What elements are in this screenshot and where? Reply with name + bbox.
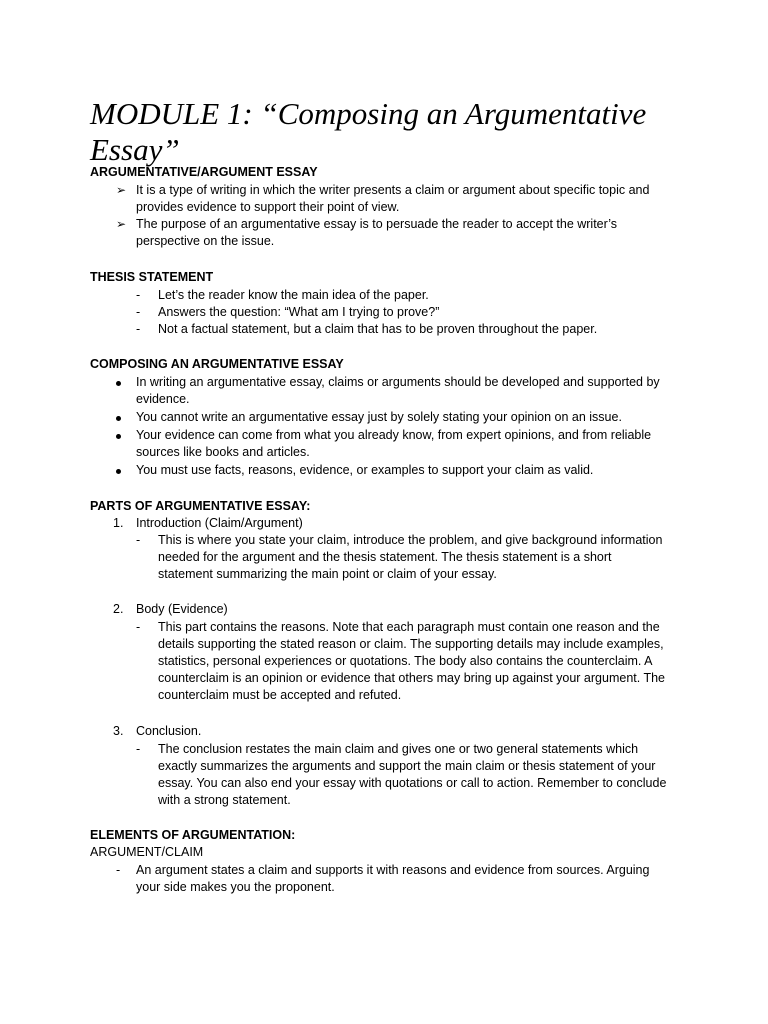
part-number: 1. xyxy=(113,516,124,530)
paragraph-line: This is where you state your claim, introduce the problem, and give background information xyxy=(158,533,663,547)
subheading-argument-claim: ARGUMENT/CLAIM xyxy=(90,845,204,859)
bullet-icon xyxy=(116,409,121,426)
paragraph-line: An argument states a claim and supports it with reasons and evidence from sources. Arguing xyxy=(136,863,650,877)
heading-thesis-statement: THESIS STATEMENT xyxy=(90,270,214,284)
heading-elements: ELEMENTS OF ARGUMENTATION: xyxy=(90,828,296,842)
bullet-icon xyxy=(116,462,121,479)
list-item-line: The purpose of an argumentative essay is to persuade the reader to accept the writer’s xyxy=(136,217,618,231)
list-item-line: perspective on the issue. xyxy=(136,234,275,248)
paragraph-line: your side makes you the proponent. xyxy=(136,880,335,894)
dash-bullet: - xyxy=(136,620,141,634)
part-number: 2. xyxy=(113,602,124,616)
dash-bullet: - xyxy=(136,305,141,319)
list-item: Answers the question: “What am I trying to prove?” xyxy=(158,305,440,319)
paragraph-line: This part contains the reasons. Note that each paragraph must contain one reason and the xyxy=(158,620,660,634)
list-item-line: evidence. xyxy=(136,392,190,406)
heading-argumentative-essay: ARGUMENTATIVE/ARGUMENT ESSAY xyxy=(90,165,318,179)
bullet-icon xyxy=(116,427,121,444)
paragraph-line: exactly summarizes the arguments and support the main claim or thesis statement of your xyxy=(158,759,656,773)
dash-bullet: - xyxy=(136,742,141,756)
part-label: Introduction (Claim/Argument) xyxy=(136,516,303,530)
paragraph-line: with a strong statement. xyxy=(158,793,291,807)
paragraph-line: The conclusion restates the main claim and gives one or two general statements which xyxy=(158,742,639,756)
paragraph-line: details supporting the stated reason or claim. The supporting details may include examples, xyxy=(158,637,664,651)
dash-bullet: - xyxy=(136,288,141,302)
dash-bullet: - xyxy=(136,533,141,547)
heading-composing: COMPOSING AN ARGUMENTATIVE ESSAY xyxy=(90,357,344,371)
list-item-line: In writing an argumentative essay, claims or arguments should be developed and supported by xyxy=(136,375,660,389)
list-item-line: provides evidence to support their point of view. xyxy=(136,200,400,214)
part-label: Conclusion. xyxy=(136,724,202,738)
paragraph-line: needed for the argument and the thesis statement. The thesis statement is a short xyxy=(158,550,612,564)
page-title: MODULE 1: “Composing an Argumentative Essay” xyxy=(90,96,647,167)
heading-parts: PARTS OF ARGUMENTATIVE ESSAY: xyxy=(90,499,311,513)
paragraph-line: statistics, personal experiences or quotations. The body also contains the counterclaim. A xyxy=(158,654,653,668)
part-label: Body (Evidence) xyxy=(136,602,228,616)
paragraph-line: essay. You can also end your essay with quotations or call to action. Remember to conclude xyxy=(158,776,667,790)
paragraph-line: counterclaim is an opinion or evidence that others may bring up against your argument. The xyxy=(158,671,666,685)
list-item-line: You cannot write an argumentative essay just by solely stating your opinion on an issue. xyxy=(136,410,622,424)
paragraph-line: counterclaim must be accepted and refuted. xyxy=(158,688,402,702)
arrow-bullet-icon: ➢ xyxy=(116,217,127,231)
list-item-line: It is a type of writing in which the writer presents a claim or argument about specific topic and xyxy=(136,183,650,197)
dash-bullet: - xyxy=(116,863,121,877)
arrow-bullet-icon: ➢ xyxy=(116,183,127,197)
dash-bullet: - xyxy=(136,322,141,336)
list-item: Not a factual statement, but a claim that has to be proven throughout the paper. xyxy=(158,322,598,336)
list-item-line: sources like books and articles. xyxy=(136,445,310,459)
list-item-line: You must use facts, reasons, evidence, or examples to support your claim as valid. xyxy=(136,463,594,477)
bullet-icon xyxy=(116,374,121,391)
list-item: Let’s the reader know the main idea of the paper. xyxy=(158,288,429,302)
list-item-line: Your evidence can come from what you already know, from expert opinions, and from reliable xyxy=(136,428,652,442)
paragraph-line: statement summarizing the main point or claim of your essay. xyxy=(158,567,497,581)
part-number: 3. xyxy=(113,724,124,738)
